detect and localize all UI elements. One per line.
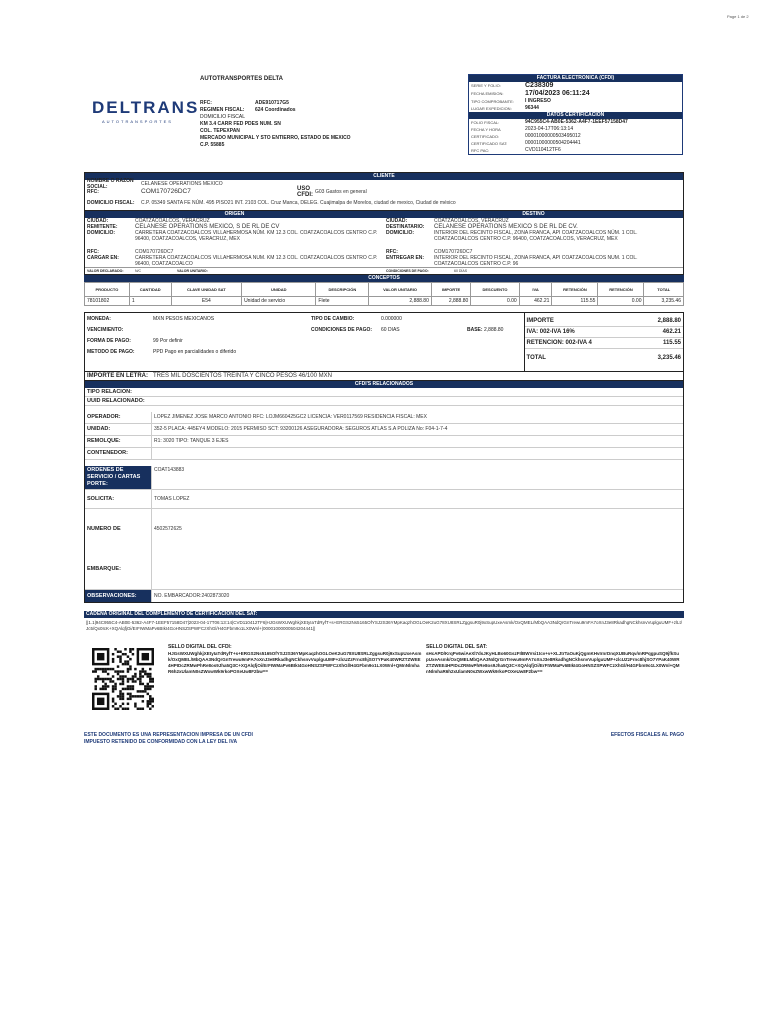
destination-block bbox=[384, 218, 683, 274]
remolque-value: R1: 3020 TIPO: TANQUE 3 EJES bbox=[151, 436, 683, 447]
footer-efectos: EFECTOS FISCALES AL PAGO bbox=[610, 732, 684, 738]
operador-value: LOPEZ JIMENEZ JOSE MARCO ANTONIO RFC: LOJM660425GC2 LICENCIA: VER0117569 RESIDENCIA FISCAL: MEX bbox=[151, 412, 683, 423]
invoice-info-box bbox=[468, 74, 683, 155]
concepts-header-cell: DESCUENTO bbox=[471, 283, 519, 297]
cfdi-seal bbox=[168, 644, 426, 730]
concepts-cell: 3,235.46 bbox=[644, 297, 684, 306]
destination-entregar-label: ENTREGAR EN: bbox=[386, 255, 425, 261]
lugar-value: 96344 bbox=[525, 105, 539, 111]
folio-value: 94C955C4-AB0E-5362-A4F7-1EEF57158D47 bbox=[525, 119, 628, 125]
issuer-regimen: 624 Coordinados bbox=[255, 107, 296, 113]
footer-iva-notice: IMPUESTO RETENIDO DE CONFORMIDAD CON LA LEY DEL IVA bbox=[84, 739, 238, 745]
concepts-header-cell: DESCRIPCIÓN bbox=[316, 283, 369, 297]
totals-box bbox=[524, 313, 683, 371]
lugar-label: LUGAR EXPEDICION: bbox=[471, 106, 512, 111]
invoice-title: FACTURA ELECTRONICA (CFDI) bbox=[469, 75, 682, 82]
tipo-label: TIPO COMPROBANTE: bbox=[471, 99, 514, 104]
certsat-value: 00001000000504204441 bbox=[525, 140, 581, 146]
destination-title: DESTINO bbox=[522, 211, 545, 217]
cfdi-seal-text: HJGsWXUWghkjXEtyIaTdRyfT+s+ERGS2Ns5165OfYSJ2S36YMpKaqzhOGLOeK2uG78XU8SRLZggsuR0j9xSupUxeAsmk/OxQMEL/MbQAA3NdQrGnTrewu9mFA7oXnJ3e8RkadhgNCkhsnvVuplguUMF+zlcUZzFrnc8hjSO7YPaK40WRZTZWEE4HPIDcZRMwPhRe8os9Jha5Q3C+XQAlqfjOi/ErFIWMaPv6BIkI4GoHNSZSPWFCzXhGl/H4GFbm9o1LX0Wnl+QMnNlmhaR6h2xUlamN0sZWxwWk9rkoPOXeUw8F2bw== bbox=[168, 651, 422, 674]
origin-domicilio-label: DOMICILIO: bbox=[87, 230, 116, 236]
rfcpac-value: CVD110412TF6 bbox=[525, 147, 561, 153]
origin-title: ORIGEN bbox=[224, 211, 245, 217]
contenedor-label: CONTENEDOR: bbox=[87, 450, 128, 456]
concepts-header-cell: PRODUCTO bbox=[85, 283, 130, 297]
origin-ciudad: COATZACOALCOS, VERACRUZ bbox=[135, 218, 210, 224]
fechahora-label: FECHA Y HORA bbox=[471, 127, 501, 132]
chain-section bbox=[84, 611, 684, 644]
tipo-value: I INGRESO bbox=[525, 98, 551, 104]
client-title: CLIENTE bbox=[85, 173, 683, 180]
issuer-address-4: C.P. 55885 bbox=[200, 142, 225, 148]
operador-label: OPERADOR: bbox=[87, 414, 121, 420]
unidad-label: UNIDAD: bbox=[87, 426, 111, 432]
origin-remitente-label: REMITENTE: bbox=[87, 224, 118, 230]
client-uso: G03 Gastos en general bbox=[315, 188, 367, 195]
destination-destinatario-label: DESTINATARIO: bbox=[386, 224, 425, 230]
logo-wordmark: DELTRANS bbox=[92, 98, 200, 117]
concepts-cell: 115.55 bbox=[552, 297, 598, 306]
importe-value: 2,888.80 bbox=[657, 318, 681, 324]
destination-condiciones-label: CONDICIONES DE PAGO: bbox=[386, 269, 429, 273]
concepts-cell: 0.00 bbox=[471, 297, 519, 306]
concepts-header-cell: VALOR UNITARIO bbox=[369, 283, 432, 297]
importe-label: IMPORTE bbox=[526, 318, 554, 324]
client-rfc-label: RFC: bbox=[87, 188, 99, 195]
concepts-cell: 78101802 bbox=[85, 297, 130, 306]
related-title: CFDI'S RELACIONADOS bbox=[85, 381, 683, 388]
iva-label: IVA: 002-IVA 16% bbox=[526, 329, 575, 335]
related-section bbox=[84, 381, 684, 603]
issuer-address-2: COL. TEPEXPAN bbox=[200, 128, 240, 134]
fechahora-value: 2023-04-17T06:13:14 bbox=[525, 126, 574, 132]
document-footer bbox=[84, 732, 684, 746]
metodo-label: METODO DE PAGO: bbox=[87, 349, 135, 355]
origin-cargar-label: CARGAR EN: bbox=[87, 255, 119, 261]
cert-title: DATOS CERTIFICACION bbox=[469, 112, 682, 119]
sat-seal-text: sHcAPD/KrqPv6wiAeXl7dsJKyHLBo60GszFIlBWVsi1tcv+v+XLJtrTaOuKjQgmKHvIrnrDnqXUBuRqv/mRPqgpuSQ9jfkSupUxeAsmk/OxQMELMbQAA3NdQrGnTrewu9mFA7oXnJ3e8RkadhgNCkhsnvVuplguUMF+zlcUZzFrnc8hjSO7YPaK40WRZTZWEE4HPIDcZRMwPhRe8os9Jha5Q3C+XQAlqfjOi/ErFIWMaPv6BIkI4GoHNSZSPWFCzXhGl/H4GFbm9o1LX0Wnl+QMnNlmhaR6h2xUlamN0sZWxwWk9rkoPOXeUw8F2bw== bbox=[426, 651, 680, 674]
letra-label: IMPORTE EN LETRA: bbox=[87, 373, 148, 379]
total-value: 3,235.46 bbox=[657, 355, 681, 361]
iva-value: 462.21 bbox=[662, 329, 681, 335]
origin-rfc: COM170726DC7 bbox=[135, 249, 174, 255]
uuid-relacionado-label: UUID RELACIONADO: bbox=[87, 398, 145, 404]
table-row bbox=[85, 297, 684, 306]
vencimiento-label: VENCIMIENTO: bbox=[87, 327, 124, 333]
embarque-label: NUMERO DE EMBARQUE: bbox=[87, 526, 121, 572]
origin-ciudad-label: CIUDAD: bbox=[87, 218, 109, 224]
issuer-rfc: ADE910717G5 bbox=[255, 100, 289, 106]
concepts-table bbox=[84, 282, 684, 306]
client-nombre-label: NOMBRE O RAZON SOCIAL: bbox=[87, 177, 134, 190]
company-logo bbox=[92, 98, 199, 124]
concepts-header-cell: RETENCIÓN bbox=[552, 283, 598, 297]
destination-entregar: INTERIOR DEL RECINTO FISCAL, ZONA FRANCA, API COATZACOALCOS NÚM. 1 COL. COATZACOALCOS CENTRO C.P. 96 bbox=[434, 255, 638, 267]
remolque-label: REMOLQUE: bbox=[87, 438, 121, 444]
destination-domicilio-label: DOMICILIO: bbox=[386, 230, 415, 236]
seals-section bbox=[84, 644, 684, 730]
fecha-label: FECHA EMISION: bbox=[471, 91, 504, 96]
concepts-cell: Flete bbox=[316, 297, 369, 306]
certificado-label: CERTIFICADO: bbox=[471, 134, 500, 139]
total-label: TOTAL bbox=[526, 355, 546, 361]
issuer-name: AUTOTRANSPORTES DELTA bbox=[200, 76, 284, 82]
cfdi-seal-title: SELLO DIGITAL DEL CFDI: bbox=[168, 644, 232, 650]
concepts-header-cell: CLAVE UNIDAD SAT bbox=[171, 283, 242, 297]
concepts-header-cell: TOTAL bbox=[644, 283, 684, 297]
footer-cfdi-notice: ESTE DOCUMENTO ES UNA REPRESENTACION IMPRESA DE UN CFDI bbox=[84, 732, 253, 738]
sat-seal bbox=[426, 644, 684, 730]
destination-ciudad-label: CIUDAD: bbox=[386, 218, 408, 224]
solicita-label: SOLICITA: bbox=[87, 496, 115, 502]
origin-rfc-label: RFC: bbox=[87, 249, 99, 255]
condiciones-label: CONDICIONES DE PAGO: bbox=[311, 327, 373, 333]
concepts-cell: 2,888.80 bbox=[369, 297, 432, 306]
origin-valor-unitario-label: VALOR UNITARIO: bbox=[177, 269, 208, 273]
origin-valor-label: VALOR DECLARADO: bbox=[87, 269, 124, 273]
origin-cargar: CARRETERA COATZACOALCOS VILLAHERMOSA NÚM. KM 12.3 COL. COATZACOALCOS CENTRO C.P. 96400, COATZACOALCO bbox=[135, 255, 378, 267]
tipocambio-value: 0.000000 bbox=[381, 316, 402, 322]
concepts-header-cell: UNIDAD bbox=[242, 283, 316, 297]
sat-seal-title: SELLO DIGITAL DEL SAT: bbox=[426, 644, 488, 650]
issuer-domicilio-label: DOMICILIO FISCAL bbox=[200, 114, 246, 120]
rfcpac-label: RFC PAC: bbox=[471, 148, 490, 153]
importe-letra-row bbox=[84, 372, 684, 381]
forma-label: FORMA DE PAGO: bbox=[87, 338, 131, 344]
origin-block bbox=[85, 218, 384, 274]
destination-rfc-label: RFC: bbox=[386, 249, 398, 255]
chain-text: ||1.1|94C955C4-AB0E-5362-A4F7-1EEF57158D47|2023-04-17T06:13:14|CVD110412TF6|HJGsWXUWghkjXEtyIaTdRyfT+s+ERGS2Ns5165OfYSJ2S36YMpKaqzhOGLOeK2uG78XU8SRLZggsuR0j9xSupUxeAsmk/OxQMEL/MbQAA3NdQrGnTrewu9mFA7oXnJ3e8RkadhgNCkhsnvVuplguUMF+zlLt/Jc5/Qx0IcK+XQAlqfjOi/ErFIWMaPv6BIkI4GoHNSZSPWFCzXhGl/H4GFbm9o1LX0Wnl+|00001000000504204441|| bbox=[86, 620, 683, 631]
metodo-value: PPD Pago en parcialidades o diferido bbox=[153, 349, 237, 355]
client-uso-label: USO CFDI: bbox=[297, 185, 313, 198]
unidad-value: 352-5 PLACA: 445EY4 MODELO: 2015 PERMISO SCT: 93200126 ASEGURADORA: SEGUROS ATLAS S.A POLIZA No: F04-1-7-4 bbox=[151, 424, 683, 435]
certsat-label: CERTIFICADO SAT: bbox=[471, 141, 508, 146]
concepts-header-cell: CANTIDAD bbox=[129, 283, 171, 297]
origin-remitente: CELANESE OPERATIONS MEXICO, S DE RL DE CV bbox=[135, 224, 280, 230]
serie-value: C238309 bbox=[525, 82, 554, 89]
certificado-value: 00001000000503495012 bbox=[525, 133, 581, 139]
concepts-cell: 2,888.80 bbox=[431, 297, 470, 306]
moneda-value: MXN PESOS MEXICANOS bbox=[153, 316, 215, 322]
observaciones-value: NO. EMBARCADOR:2402873020 bbox=[151, 590, 683, 602]
invoice-document bbox=[84, 72, 684, 746]
folio-label: FOLIO FISCAL: bbox=[471, 120, 500, 125]
base-value: 2,888.80 bbox=[484, 327, 504, 333]
moneda-label: MONEDA: bbox=[87, 316, 111, 322]
destination-destinatario: CELANESE OPERATIONS MEXICO S DE RL DE CV. bbox=[434, 224, 578, 230]
concepts-cell: 0.00 bbox=[598, 297, 644, 306]
concepts-header-cell: IMPORTE bbox=[431, 283, 470, 297]
chain-title: CADENA ORIGINAL DEL COMPLEMENTO DE CERTIFICACION DEL SAT: bbox=[84, 611, 684, 618]
origin-valor: N/C bbox=[135, 269, 142, 273]
letra-value: TRES MIL DOSCIENTOS TREINTA Y CINCO PESOS 46/100 MXN bbox=[153, 373, 332, 379]
client-section bbox=[84, 172, 684, 211]
destination-condiciones: 60 DÍAS bbox=[454, 269, 468, 273]
concepts-cell: Unidad de servicio bbox=[242, 297, 316, 306]
qr-code-icon bbox=[92, 648, 154, 710]
logo-subtitle: AUTOTRANSPORTES bbox=[102, 119, 173, 124]
destination-ciudad: COATZACOALCOS, VERACRUZ bbox=[434, 218, 509, 224]
condiciones-value: 60 DIAS bbox=[381, 327, 400, 333]
document-header bbox=[84, 72, 684, 172]
solicita-value: TOMAS LOPEZ bbox=[151, 490, 683, 508]
fecha-value: 17/04/2023 06:11:24 bbox=[525, 90, 590, 97]
base-label: BASE: bbox=[467, 327, 483, 333]
issuer-rfc-label: RFC: bbox=[200, 100, 212, 106]
issuer-details bbox=[200, 100, 351, 149]
client-rfc: COM170726DC7 bbox=[141, 188, 191, 195]
observaciones-label: OBSERVACIONES: bbox=[85, 590, 151, 602]
issuer-regimen-label: REGIMEN FISCAL: bbox=[200, 107, 245, 113]
client-domicilio-label: DOMICILIO FISCAL: bbox=[87, 200, 135, 206]
origin-destination-section bbox=[84, 211, 684, 275]
retencion-value: 115.55 bbox=[662, 340, 681, 346]
concepts-header-cell: RETENCIÓN bbox=[598, 283, 644, 297]
destination-domicilio: INTERIOR DEL RECINTO FISCAL, ZONA FRANCA, API COATZACOALCOS NÚM. 1 COL. COATZACOALCOS CENTRO C.P. 96400, COATZACOALCOS, VERACRUZ, MEX bbox=[434, 230, 638, 242]
issuer-address-3: MERCADO MUNICIPAL Y STO ENTIERRO, ESTADO DE MEXICO bbox=[200, 135, 351, 141]
concepts-header-cell: IVA bbox=[519, 283, 552, 297]
forma-value: 99 Por definir bbox=[153, 338, 183, 344]
tipo-relacion-label: TIPO RELACION: bbox=[87, 389, 132, 395]
tipocambio-label: TIPO DE CAMBIO: bbox=[311, 316, 355, 322]
retencion-label: RETENCION: 002-IVA 4 bbox=[526, 340, 592, 346]
origin-domicilio: CARRETERA COATZACOALCOS VILLAHERMOSA NÚM. KM 12.3 COL. COATZACOALCOS CENTRO C.P. 96400, COATZACOALCOS, VERACRUZ, MEX bbox=[135, 230, 378, 242]
issuer-address-1: KM 3.4 CARR FED PDES NUM. SN bbox=[200, 121, 281, 127]
embarque-value: 4502572625 bbox=[151, 509, 683, 589]
totals-section bbox=[84, 312, 684, 372]
serie-label: SERIE Y FOLIO: bbox=[471, 83, 501, 88]
concepts-title: CONCEPTOS bbox=[84, 275, 684, 282]
concepts-cell: 1 bbox=[129, 297, 171, 306]
client-domicilio: C.P. 05349 SANTA FE NÚM. 495 PISO21 INT. 2103 COL. Cruz Manca, DELEG. Cuajimalpa de Morelos, ciudad de mexico, Ciudad de méxico bbox=[141, 200, 456, 206]
ordenes-value: COAT143883 bbox=[151, 466, 683, 489]
concepts-cell: 462.21 bbox=[519, 297, 552, 306]
concepts-cell: E54 bbox=[171, 297, 242, 306]
payment-details bbox=[85, 313, 524, 371]
ordenes-label: ORDENES DE SERVICIO / CARTAS PORTE: bbox=[85, 466, 151, 489]
page-number: Page 1 de 2 bbox=[727, 14, 749, 19]
destination-rfc: COM170726DC7 bbox=[434, 249, 473, 255]
client-nombre: CELANESE OPERATIONS MEXICO bbox=[141, 180, 223, 187]
